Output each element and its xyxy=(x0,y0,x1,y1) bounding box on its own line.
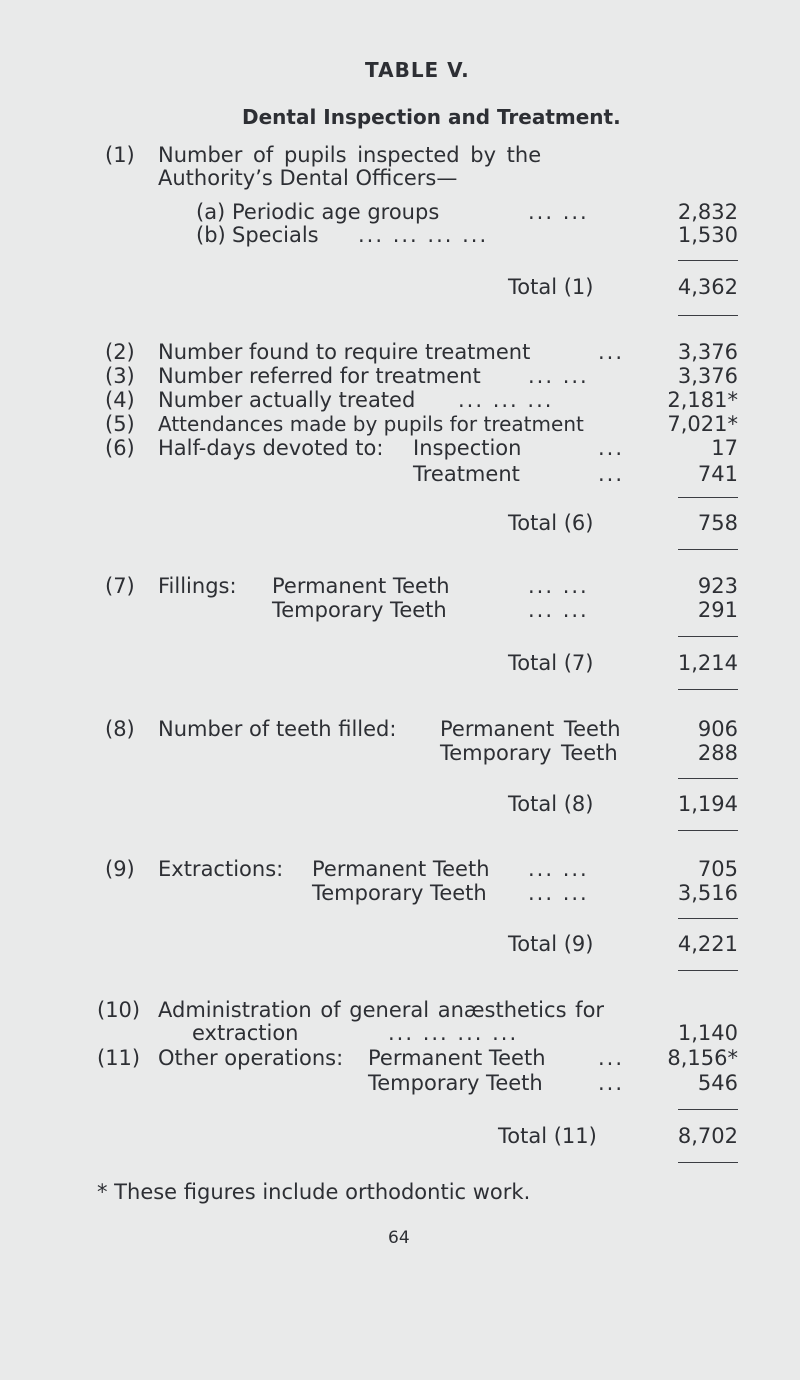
leader-dots: ... ... ... ... xyxy=(358,223,489,247)
row-index: (10) xyxy=(97,998,141,1022)
row-label: Attendances made by pupils for treatment xyxy=(158,412,584,436)
leader-dots: ... ... xyxy=(528,574,589,598)
row-sublabel: Temporary Teeth xyxy=(368,1071,543,1095)
total-value: 4,221 xyxy=(677,932,738,956)
total-label: Total (9) xyxy=(508,932,594,956)
row-label: Extractions: xyxy=(158,857,284,881)
row-value: 1,530 xyxy=(677,223,738,247)
leader-dots: ... ... xyxy=(528,598,589,622)
leader-dots: ... ... ... ... xyxy=(388,1021,519,1045)
row-value: 546 xyxy=(697,1071,738,1095)
total-value: 8,702 xyxy=(677,1124,738,1148)
total-value: 1,214 xyxy=(677,651,738,675)
row-value: 1,140 xyxy=(677,1021,738,1045)
row-value: 7,021* xyxy=(667,412,738,436)
row-sublabel: Temporary Teeth xyxy=(440,741,618,765)
row-value: 8,156* xyxy=(667,1046,738,1070)
page-number: 64 xyxy=(388,1228,410,1248)
row-index: (5) xyxy=(105,412,135,436)
row-index: (2) xyxy=(105,340,135,364)
leader-dots: ... ... xyxy=(528,364,589,388)
row-sublabel: Inspection xyxy=(413,436,522,460)
row-label: Number of teeth filled: xyxy=(158,717,397,741)
rule xyxy=(678,549,738,550)
row-index: (a) xyxy=(196,200,226,224)
total-label: Total (1) xyxy=(508,275,594,299)
rule xyxy=(678,970,738,971)
row-label: Periodic age groups xyxy=(232,200,440,224)
table-title: TABLE V. xyxy=(365,58,470,82)
row-value: 3,376 xyxy=(677,364,738,388)
row-sublabel: Permanent Teeth xyxy=(440,717,621,741)
row-value: 288 xyxy=(697,741,738,765)
rule xyxy=(678,918,738,919)
row-index: (11) xyxy=(97,1046,141,1070)
total-value: 4,362 xyxy=(677,275,738,299)
rule xyxy=(678,315,738,316)
rule xyxy=(678,260,738,261)
row-label: Authority’s Dental Officers— xyxy=(158,166,458,190)
total-label: Total (8) xyxy=(508,792,594,816)
rule xyxy=(678,830,738,831)
rule xyxy=(678,636,738,637)
leader-dots: ... xyxy=(598,1071,625,1095)
row-value: 17 xyxy=(711,436,738,460)
row-value: 741 xyxy=(697,462,738,486)
total-label: Total (6) xyxy=(508,511,594,535)
row-index: (b) xyxy=(196,223,226,247)
row-sublabel: Temporary Teeth xyxy=(312,881,487,905)
total-value: 758 xyxy=(697,511,738,535)
row-label: Number of pupils inspected by the xyxy=(158,143,542,167)
row-label: Half-days devoted to: xyxy=(158,436,384,460)
row-sublabel: Permanent Teeth xyxy=(312,857,490,881)
row-index: (7) xyxy=(105,574,135,598)
leader-dots: ... xyxy=(598,462,625,486)
row-sublabel: Temporary Teeth xyxy=(272,598,447,622)
row-value: 2,181* xyxy=(667,388,738,412)
row-label: Fillings: xyxy=(158,574,237,598)
row-sublabel: Treatment xyxy=(413,462,520,486)
row-value: 3,376 xyxy=(677,340,738,364)
leader-dots: ... ... xyxy=(528,857,589,881)
row-label: Administration of general anæsthetics for xyxy=(158,998,605,1022)
leader-dots: ... xyxy=(598,340,625,364)
rule xyxy=(678,689,738,690)
row-index: (4) xyxy=(105,388,135,412)
row-index: (6) xyxy=(105,436,135,460)
row-index: (1) xyxy=(105,143,135,167)
row-label: extraction xyxy=(192,1021,299,1045)
leader-dots: ... ... xyxy=(528,200,589,224)
row-index: (9) xyxy=(105,857,135,881)
row-value: 3,516 xyxy=(677,881,738,905)
row-label: Number actually treated xyxy=(158,388,416,412)
leader-dots: ... ... ... xyxy=(458,388,554,412)
row-sublabel: Permanent Teeth xyxy=(272,574,450,598)
total-value: 1,194 xyxy=(677,792,738,816)
row-index: (8) xyxy=(105,717,135,741)
row-label: Other operations: xyxy=(158,1046,344,1070)
rule xyxy=(678,1162,738,1163)
leader-dots: ... xyxy=(598,436,625,460)
row-label: Specials xyxy=(232,223,319,247)
leader-dots: ... ... xyxy=(528,881,589,905)
total-label: Total (7) xyxy=(508,651,594,675)
row-value: 923 xyxy=(697,574,738,598)
rule xyxy=(678,497,738,498)
rule xyxy=(678,1109,738,1110)
row-sublabel: Permanent Teeth xyxy=(368,1046,546,1070)
rule xyxy=(678,778,738,779)
leader-dots: ... xyxy=(598,1046,625,1070)
row-value: 705 xyxy=(697,857,738,881)
footnote: * These figures include orthodontic work. xyxy=(97,1180,531,1204)
row-label: Number referred for treatment xyxy=(158,364,481,388)
row-index: (3) xyxy=(105,364,135,388)
table-subtitle: Dental Inspection and Treatment. xyxy=(242,105,621,129)
row-value: 2,832 xyxy=(677,200,738,224)
total-label: Total (11) xyxy=(498,1124,597,1148)
row-value: 291 xyxy=(697,598,738,622)
row-label: Number found to require treatment xyxy=(158,340,531,364)
row-value: 906 xyxy=(697,717,738,741)
